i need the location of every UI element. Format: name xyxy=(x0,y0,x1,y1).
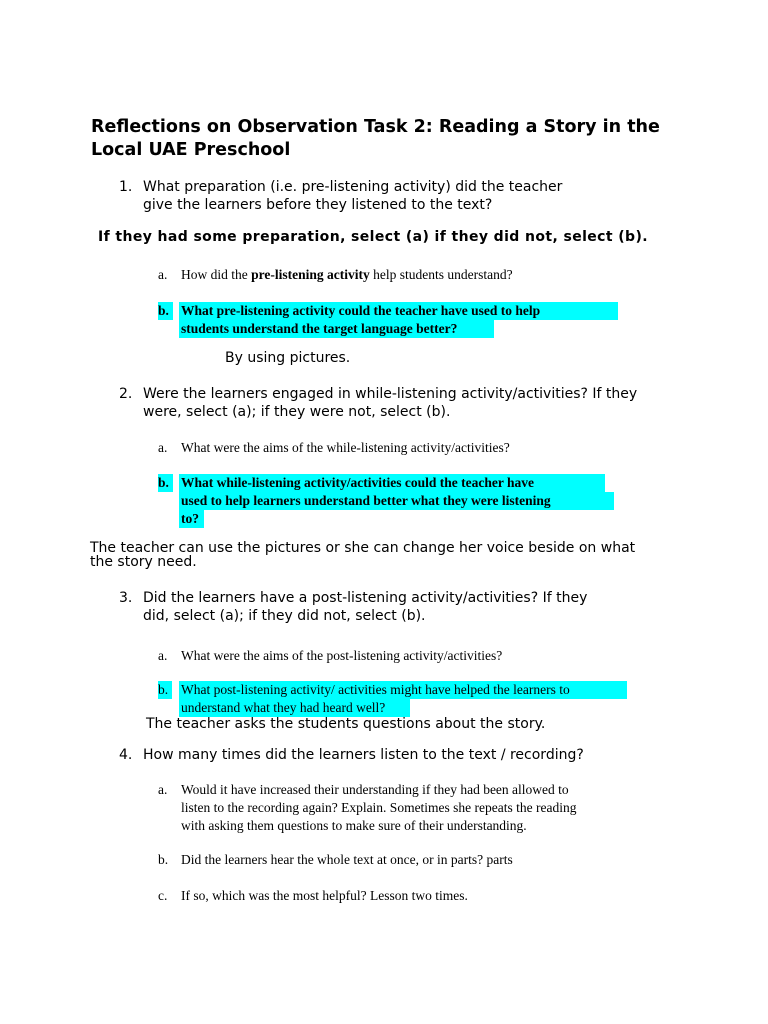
question-text-line: did, select (a); if they did not, select (b). xyxy=(143,608,426,624)
option-letter: b. xyxy=(158,852,169,867)
option-a-text: What were the aims of the while-listening activity/activities? xyxy=(181,440,510,455)
question-text-line: give the learners before they listened to the text? xyxy=(143,197,493,213)
option-b-line: to? xyxy=(179,510,204,528)
option-letter: a. xyxy=(158,267,168,282)
option-letter: a. xyxy=(158,648,168,663)
question-text-line: How many times did the learners listen to the text / recording? xyxy=(143,747,584,763)
option-b-line: What post-listening activity/ activities might have helped the learners to xyxy=(179,681,627,699)
question-number: 2. xyxy=(119,386,133,402)
option-a-text: What were the aims of the post-listening activity/activities? xyxy=(181,648,503,663)
option-b-line: students understand the target language better? xyxy=(179,320,494,338)
option-a-line: Would it have increased their understanding if they had been allowed to xyxy=(181,782,569,797)
option-letter: a. xyxy=(158,440,168,455)
option-letter: a. xyxy=(158,782,168,797)
option-a-line: listen to the recording again? Explain. Sometimes she repeats the reading xyxy=(181,800,577,815)
option-text-part: help students understand? xyxy=(369,267,513,282)
option-letter-highlighted: b. xyxy=(158,302,173,320)
answer-text: By using pictures. xyxy=(225,350,351,366)
question-text-line: were, select (a); if they were not, select (b). xyxy=(143,404,451,420)
option-letter-highlighted: b. xyxy=(158,474,173,492)
option-letter-highlighted: b. xyxy=(158,681,172,699)
question-number: 4. xyxy=(119,747,133,763)
question-number: 3. xyxy=(119,590,133,606)
answer-text-line: the story need. xyxy=(90,554,197,570)
option-a-text xyxy=(181,266,513,284)
option-c-text: If so, which was the most helpful? Lesson two times. xyxy=(181,888,468,903)
option-b-text: Did the learners hear the whole text at once, or in parts? parts xyxy=(181,852,513,867)
question-text-line: Were the learners engaged in while-listening activity/activities? If they xyxy=(143,386,638,402)
option-b-line: What pre-listening activity could the teacher have used to help xyxy=(179,302,618,320)
answer-text: The teacher asks the students questions about the story. xyxy=(146,716,546,732)
question-text-line: What preparation (i.e. pre-listening activity) did the teacher xyxy=(143,179,563,195)
answer-text-line: The teacher can use the pictures or she can change her voice beside on what xyxy=(90,540,636,556)
option-b-line: used to help learners understand better what they were listening xyxy=(179,492,614,510)
option-a-line: with asking them questions to make sure of their understanding. xyxy=(181,818,527,833)
option-b-line: understand what they had heard well? xyxy=(179,699,410,717)
selection-instruction: If they had some preparation, select (a) if they did not, select (b). xyxy=(98,229,648,245)
option-b-line: What while-listening activity/activities could the teacher have xyxy=(179,474,605,492)
question-text-line: Did the learners have a post-listening activity/activities? If they xyxy=(143,590,588,606)
page-title-line-2: Local UAE Preschool xyxy=(91,140,291,160)
option-text-bold: pre-listening activity xyxy=(251,267,370,282)
option-letter: c. xyxy=(158,888,168,903)
page-title-line-1: Reflections on Observation Task 2: Reading a Story in the xyxy=(91,117,660,137)
question-number: 1. xyxy=(119,179,133,195)
option-text-part: How did the xyxy=(181,267,252,282)
